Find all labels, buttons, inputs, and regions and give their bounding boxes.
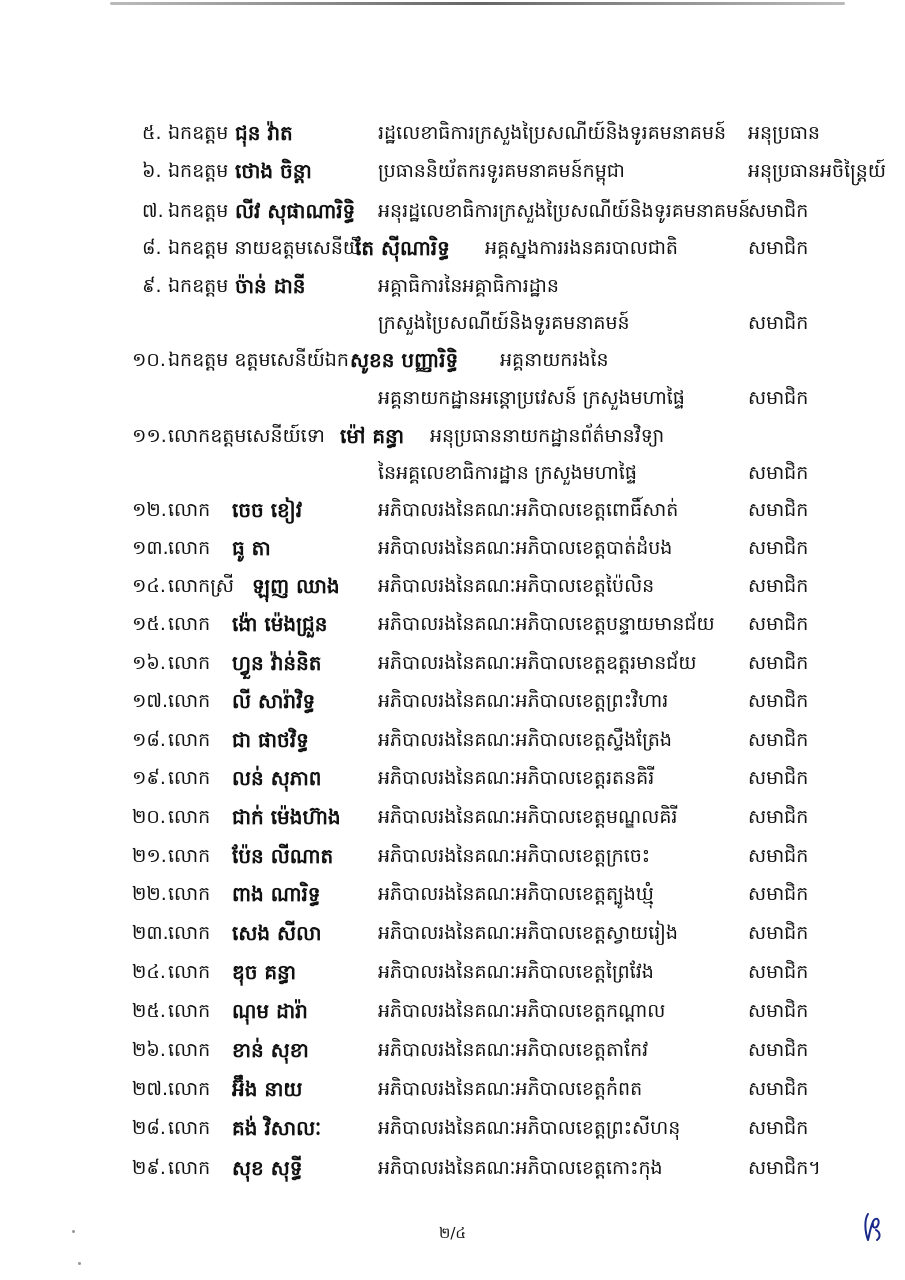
item-status: សមាជិក — [748, 537, 809, 559]
item-status: សមាជិក — [748, 845, 809, 867]
item-number: ២០. — [132, 806, 166, 828]
list-item — [0, 153, 905, 189]
item-role: អភិបាលរងនៃគណៈអភិបាលខេត្តព្រះសីហនុ — [378, 1117, 681, 1139]
list-item — [0, 954, 905, 990]
list-item — [0, 722, 905, 758]
item-number: ៨. — [142, 237, 162, 259]
item-role: អគ្គនាយករងនៃ — [500, 349, 609, 371]
item-role: អភិបាលរងនៃគណៈអភិបាលខេត្តឧត្តរមានជ័យ — [378, 652, 697, 674]
list-item — [0, 1032, 905, 1068]
list-item — [0, 568, 905, 604]
list-item — [0, 230, 905, 266]
item-status: សមាជិក — [748, 1078, 809, 1100]
item-name: សេង សីលា — [232, 921, 322, 945]
item-role: អភិបាលរងនៃគណៈអភិបាលខេត្តត្បូងឃ្មុំ — [378, 883, 654, 905]
item-name: សុខ សុទ្ធី — [232, 1156, 303, 1180]
item-status: សមាជិក — [748, 1000, 809, 1022]
item-status: សមាជិក — [748, 1039, 809, 1061]
item-title: លោក — [168, 613, 211, 635]
item-status: សមាជិក — [748, 312, 809, 334]
item-status: សមាជិក — [748, 883, 809, 905]
item-name: ថោង ចិន្តា — [235, 159, 312, 183]
item-name: គង់ វិសាលៈ — [232, 1116, 322, 1140]
item-status: សមាជិក — [748, 200, 809, 222]
item-name: ណុម ដារ៉ា — [232, 999, 308, 1023]
item-name: ជុន វ៉ាត — [235, 121, 293, 145]
item-role: អភិបាលរងនៃគណៈអភិបាលខេត្តប៉ៃលិន — [378, 575, 655, 597]
item-title: លោក — [168, 806, 211, 828]
item-title: ឯកឧត្តម — [168, 200, 229, 222]
item-number: ៧. — [142, 200, 164, 222]
list-item — [0, 492, 905, 528]
item-role: អភិបាលរងនៃគណៈអភិបាលខេត្តកោះកុង — [378, 1157, 663, 1179]
page-number: ២/៤ — [438, 1224, 467, 1242]
item-status: សមាជិក — [748, 652, 809, 674]
item-name: ម៉ៅ គន្ធា — [340, 424, 405, 448]
item-title: លោក — [168, 499, 211, 521]
item-name: ប៉ែន លីណាត — [232, 844, 334, 868]
item-number: ១៦. — [132, 652, 166, 674]
item-name: អ៊ឹង នាយ — [232, 1077, 303, 1101]
item-status: សមាជិក — [748, 767, 809, 789]
item-name: ធូ តា — [232, 536, 271, 560]
item-status: អនុប្រធាន — [748, 122, 820, 144]
scan-edge-line — [110, 2, 845, 5]
item-status: សមាជិក — [748, 806, 809, 828]
item-number: ២១. — [132, 845, 167, 867]
item-role-line2: នៃអគ្គលេខាធិការដ្ឋាន ក្រសួងមហាផ្ទៃ — [378, 462, 637, 484]
item-title: ឯកឧត្តម នាយឧត្តមសេនីយ៍ — [168, 237, 361, 259]
item-title: លោក — [168, 922, 211, 944]
item-name: ខាន់ សុខា — [232, 1038, 309, 1062]
item-role: អភិបាលរងនៃគណៈអភិបាលខេត្តកណ្ដាល — [378, 1000, 666, 1022]
item-status: សមាជិក — [748, 462, 809, 484]
item-title: លោក — [168, 729, 211, 751]
list-item — [0, 268, 905, 304]
item-status: សមាជិក។ — [748, 1157, 821, 1179]
item-title: លោក — [168, 1000, 211, 1022]
item-title: លោកស្រី — [168, 575, 234, 597]
list-item — [0, 838, 905, 874]
list-item-continuation — [0, 380, 905, 416]
item-number: ២៣. — [132, 922, 169, 944]
item-role: អភិបាលរងនៃគណៈអភិបាលខេត្តក្រចេះ — [378, 845, 651, 867]
item-role: អភិបាលរងនៃគណៈអភិបាលខេត្តបាត់ដំបង — [378, 537, 673, 559]
item-number: ២៦. — [132, 1039, 166, 1061]
list-item — [0, 193, 905, 229]
item-title: លោក — [168, 883, 211, 905]
item-title: ឯកឧត្តម — [168, 160, 229, 182]
item-status: អនុប្រធានអចិន្ត្រៃយ៍ — [748, 160, 886, 182]
item-role: អភិបាលរងនៃគណៈអភិបាលខេត្តព្រះវិហារ — [378, 690, 669, 712]
item-role: អភិបាលរងនៃគណៈអភិបាលខេត្តពោធិ៍សាត់ — [378, 499, 679, 521]
item-name: ចេច ខៀវ — [232, 498, 303, 522]
item-status: សមាជិក — [748, 1117, 809, 1139]
item-number: ១៩. — [132, 767, 166, 789]
item-title: ឯកឧត្តម ឧត្តមសេនីយ៍ឯក — [168, 349, 349, 371]
item-title: លោក — [168, 652, 211, 674]
item-number: ២៥. — [132, 1000, 166, 1022]
item-role: អគ្គាធិការនៃអគ្គាធិការដ្ឋាន — [378, 275, 559, 297]
item-title: លោក — [168, 1039, 211, 1061]
item-status: សមាជិក — [748, 729, 809, 751]
item-number: ១៥. — [132, 613, 166, 635]
item-title: លោក — [168, 1078, 211, 1100]
list-item-continuation — [0, 455, 905, 491]
item-name: លីវ សុផាណារិទ្ធិ — [235, 199, 356, 223]
scan-speck — [78, 1262, 81, 1265]
item-title: ឯកឧត្តម — [168, 122, 229, 144]
list-item — [0, 993, 905, 1029]
item-title: លោក — [168, 1157, 211, 1179]
item-name: ច៉ាន់ ដានី — [235, 274, 306, 298]
item-number: ១៣. — [132, 537, 169, 559]
item-number: ២៤. — [132, 961, 166, 983]
item-role: អភិបាលរងនៃគណៈអភិបាលខេត្តមណ្ឌលគិរី — [378, 806, 678, 828]
item-title: ឯកឧត្តម — [168, 275, 229, 297]
item-role-line2: អគ្គនាយកដ្ឋានអន្តោប្រវេសន៍ ក្រសួងមហាផ្ទៃ — [378, 387, 685, 409]
item-role: ប្រធាននិយ័តករទូរគមនាគមន៍កម្ពុជា — [378, 160, 625, 182]
item-name: លន់ សុភាព — [232, 766, 322, 790]
item-status: សមាជិក — [748, 961, 809, 983]
item-status: សមាជិក — [748, 690, 809, 712]
item-role: អភិបាលរងនៃគណៈអភិបាលខេត្តកំពត — [378, 1078, 643, 1100]
item-role: អភិបាលរងនៃគណៈអភិបាលខេត្តស្ទឹងត្រែង — [378, 729, 672, 751]
item-status: សមាជិក — [748, 237, 809, 259]
item-number: ២២. — [132, 883, 167, 905]
item-status: សមាជិក — [748, 613, 809, 635]
list-item — [0, 799, 905, 835]
item-role: អនុរដ្ឋលេខាធិការក្រសួងប្រៃសណីយ៍និងទូរគមនាគមន៍ — [378, 200, 751, 222]
item-number: ៩. — [142, 275, 162, 297]
item-role: រដ្ឋលេខាធិការក្រសួងប្រៃសណីយ៍និងទូរគមនាគមន៍ — [378, 122, 727, 144]
item-role: អភិបាលរងនៃគណៈអភិបាលខេត្តតាកែវ — [378, 1039, 649, 1061]
item-name: ជាក់ ម៉េងហ៊ាង — [232, 805, 341, 829]
list-item — [0, 683, 905, 719]
item-status: សមាជិក — [748, 499, 809, 521]
item-role: អភិបាលរងនៃគណៈអភិបាលខេត្តស្វាយរៀង — [378, 922, 678, 944]
item-title: លោក — [168, 537, 211, 559]
item-name: ហ្វួន វ៉ាន់និត — [232, 651, 322, 675]
item-title: លោកឧត្តមសេនីយ៍ទោ — [168, 425, 325, 447]
list-item — [0, 645, 905, 681]
item-number: ២៧. — [132, 1078, 169, 1100]
item-role: អភិបាលរងនៃគណៈអភិបាលខេត្តរតនគិរី — [378, 767, 655, 789]
item-title: លោក — [168, 1117, 211, 1139]
item-status: សមាជិក — [748, 922, 809, 944]
item-status: សមាជិក — [748, 387, 809, 409]
list-item-continuation — [0, 305, 905, 341]
item-number: ៦. — [142, 160, 162, 182]
item-name: សូខន បញ្ញារិទ្ធិ — [350, 348, 459, 372]
item-role: អគ្គស្នងការរងនគរបាលជាតិ — [485, 237, 678, 259]
item-name: លី សារ៉ាវិទ្ធ — [232, 689, 316, 713]
list-item — [0, 760, 905, 796]
item-name: ពាង ណារិទ្ធ — [232, 882, 321, 906]
list-item — [0, 1071, 905, 1107]
item-number: ២៩. — [132, 1157, 166, 1179]
item-number: ១៤. — [132, 575, 166, 597]
item-name: តែ ស៊ីណារិទ្ធ — [355, 236, 450, 260]
item-name: ឌុច គន្ធា — [232, 960, 297, 984]
item-title: លោក — [168, 690, 211, 712]
item-status: សមាជិក — [748, 575, 809, 597]
item-role: អភិបាលរងនៃគណៈអភិបាលខេត្តបន្ទាយមានជ័យ — [378, 613, 715, 635]
item-number: ១៧. — [132, 690, 169, 712]
list-item — [0, 1150, 905, 1186]
item-number: ៥. — [142, 122, 162, 144]
item-name: ជា ផាថវិទ្ធ — [232, 728, 309, 752]
item-role-line2: ក្រសួងប្រៃសណីយ៍និងទូរគមនាគមន៍ — [378, 312, 630, 334]
item-number: ២៨. — [132, 1117, 166, 1139]
item-number: ១១. — [132, 425, 167, 447]
list-item — [0, 115, 905, 151]
list-item — [0, 418, 905, 454]
item-title: លោក — [168, 767, 211, 789]
list-item — [0, 606, 905, 642]
item-name: ង៉ោ ម៉េងជ្រួន — [232, 612, 328, 636]
list-item — [0, 530, 905, 566]
list-item — [0, 1110, 905, 1146]
item-number: ១២. — [132, 499, 167, 521]
list-item — [0, 876, 905, 912]
item-name: ឡុញ ឈាង — [252, 574, 340, 598]
list-item — [0, 342, 905, 378]
item-number: ១០. — [132, 349, 166, 371]
item-title: លោក — [168, 845, 211, 867]
item-role: អភិបាលរងនៃគណៈអភិបាលខេត្តព្រៃវែង — [378, 961, 654, 983]
item-role: អនុប្រធាននាយកដ្ឋានព័ត៌មានវិទ្យា — [430, 425, 665, 447]
item-title: លោក — [168, 961, 211, 983]
item-number: ១៨. — [132, 729, 166, 751]
list-item — [0, 915, 905, 951]
initials-signature — [862, 1210, 884, 1244]
